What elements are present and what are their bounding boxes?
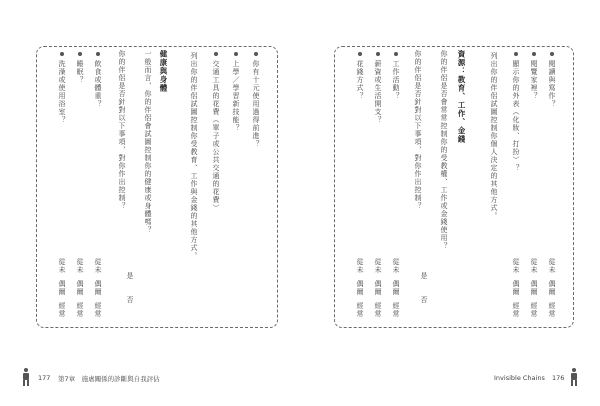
bullet-icon	[78, 52, 82, 56]
scale-sometimes: 偶爾	[356, 280, 364, 296]
item-appearance: 顯示你的外表（化妝、打扮）？	[512, 60, 520, 172]
scale-sometimes: 偶爾	[530, 280, 538, 296]
scale-often: 經常	[356, 302, 364, 318]
item-spending: 花錢方式？	[356, 60, 364, 100]
scale-never: 從未	[512, 258, 520, 274]
no-label: 否	[420, 296, 428, 304]
bullet-icon	[358, 52, 362, 56]
scale-often: 經常	[94, 302, 102, 318]
right-checklist-frame	[334, 46, 574, 328]
list-other-ways-prompt: 列出你的伴侶試圖控制你個人決定的其他方式。	[490, 52, 498, 220]
item-home: 閱覽家裡？	[530, 60, 538, 100]
item-bathing: 洗澡或使用浴室？	[58, 60, 66, 124]
scale-often: 經常	[548, 302, 556, 318]
section-intro-health: 一般而言，你的伴侶會試圖控制你的健康或身體嗎？	[144, 50, 152, 234]
no-label: 否	[126, 296, 134, 304]
item-work: 工作活動？	[392, 60, 400, 100]
person-icon	[570, 368, 578, 386]
item-salary: 薪資或生活開支？	[374, 60, 382, 124]
control-prompt: 你的伴侶是否針對以下事項，對你作出控制？	[118, 50, 126, 210]
page-number-left: 177	[38, 374, 51, 382]
item-sleep: 睡眠？	[76, 60, 84, 84]
question-1: 你有十元使用過得前進？	[252, 60, 260, 148]
section-intro-resources: 你的伴侶是否會常常控制你的受教權、工作或金錢使用？	[440, 50, 448, 250]
bullet-icon	[96, 52, 100, 56]
bullet-icon	[254, 52, 258, 56]
bullet-icon	[550, 52, 554, 56]
scale-often: 經常	[58, 302, 66, 318]
chapter-title: 第7章 施虐關係的診斷與自我評估	[58, 375, 160, 383]
item-reading-writing: 閱讀與寫作？	[548, 60, 556, 108]
scale-sometimes: 偶爾	[76, 280, 84, 296]
scale-never: 從未	[392, 258, 400, 274]
scale-never: 從未	[530, 258, 538, 274]
bullet-icon	[514, 52, 518, 56]
scale-never: 從未	[548, 258, 556, 274]
item-diet: 飲食或體重？	[94, 60, 102, 108]
person-icon	[22, 368, 30, 386]
bullet-icon	[376, 52, 380, 56]
question-2: 上學／學習新技能？	[232, 60, 240, 132]
scale-sometimes: 偶爾	[374, 280, 382, 296]
list-other-ways-prompt: 列出你的伴侶試圖控制你受教育、工作與金錢的其他方式。	[190, 52, 198, 260]
scale-never: 從未	[374, 258, 382, 274]
scale-sometimes: 偶爾	[548, 280, 556, 296]
control-prompt: 你的伴侶是否針對以下事項，對你作出控制？	[414, 50, 422, 210]
section-title-health: 健康與身體	[159, 50, 168, 93]
bullet-icon	[394, 52, 398, 56]
scale-often: 經常	[392, 302, 400, 318]
scale-never: 從未	[58, 258, 66, 274]
scale-sometimes: 偶爾	[512, 280, 520, 296]
scale-sometimes: 偶爾	[94, 280, 102, 296]
yes-label: 是	[126, 272, 134, 280]
scale-often: 經常	[512, 302, 520, 318]
bullet-icon	[214, 52, 218, 56]
scale-often: 經常	[530, 302, 538, 318]
scale-sometimes: 偶爾	[392, 280, 400, 296]
scale-often: 經常	[76, 302, 84, 318]
scale-never: 從未	[76, 258, 84, 274]
scale-often: 經常	[374, 302, 382, 318]
left-checklist-frame	[36, 46, 278, 328]
page-number-right: 176	[552, 374, 565, 382]
scale-sometimes: 偶爾	[58, 280, 66, 296]
scale-never: 從未	[356, 258, 364, 274]
bullet-icon	[60, 52, 64, 56]
scale-never: 從未	[94, 258, 102, 274]
question-3: 交通工具的花費（單子或公共交通的花費）	[212, 60, 220, 212]
bullet-icon	[532, 52, 536, 56]
section-title-resources: 資源：教育、工作、金錢	[457, 50, 466, 144]
yes-label: 是	[420, 272, 428, 280]
bullet-icon	[234, 52, 238, 56]
book-title: Invisible Chains	[494, 374, 545, 382]
